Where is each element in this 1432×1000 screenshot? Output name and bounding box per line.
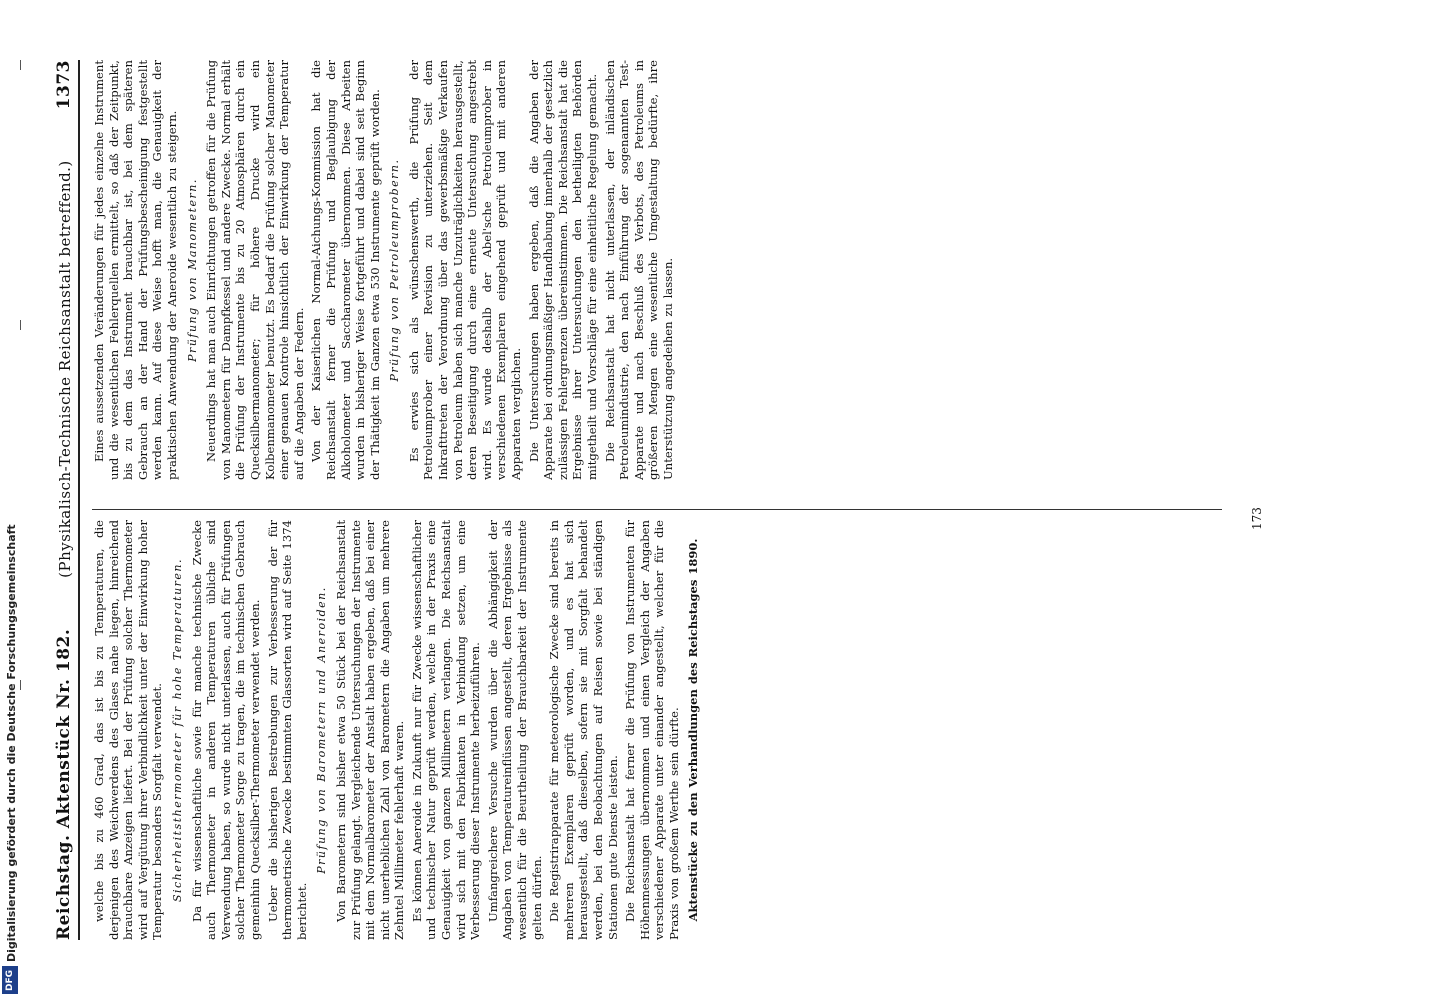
header-page-ref: 1373: [54, 60, 74, 110]
paragraph: Die Untersuchungen haben ergeben, daß die Angaben der Apparate bei ordnungsmäßiger Handhabung innerhalb der gesetzlich zulässigen Fehlergrenzen übereinstimmen. Die Reichsanstalt hat die Ergebnisse ihrer Untersuchungen den betheiligten Behörden mitgetheilt und Vorschläge für eine einheitliche Regelung gemacht.: [526, 60, 599, 480]
scan-tick-mark: [20, 680, 21, 690]
page-header: [36, 60, 80, 940]
paragraph: Von Barometern sind bisher etwa 50 Stück bei der Reichsanstalt zur Prüfung gelangt. Vergleichende Untersuchungen der Instrumente mit dem Normalbarometer der Anstalt haben ergeben, daß bei einer nicht unerheblichen Zahl von Barometern die Angaben um mehrere Zehntel Millimeter fehlerhaft waren.: [333, 520, 407, 940]
paragraph: Ueber die bisherigen Bestrebungen zur Verbesserung der für thermometrische Zwecke bestimmten Glassorten wird auf Seite 1374 berichtet.: [265, 520, 309, 940]
paragraph: Neuerdings hat man auch Einrichtungen getroffen für die Prüfung von Manometern für Dampfkessel und andere Zwecke. Normal erhält die Prüfung der Instrumente bis zu 20 Atmosphären durch ein Quecksilbermanometer; für höhere Drucke wird ein Kolbenmanometer benutzt. Es bedarf die Prüfung solcher Manometer einer genauen Kontrole hinsichtlich der Einwirkung der Temperatur auf die Angaben der Federn.: [204, 60, 306, 480]
scan-tick-mark: [20, 320, 21, 330]
digitization-imprint: [0, 20, 20, 1000]
paragraph: Umfangreichere Versuche wurden über die Abhängigkeit der Angaben von Temperatureinflüssen angestellt, deren Ergebnisse als wesentlich für die Beurtheilung der Brauchbarkeit der Instrumente gelten dürfen.: [485, 520, 544, 940]
paragraph: Es erwies sich als wünschenswerth, die Prüfung der Petroleumprober einer Revision zu unterziehen. Seit dem Inkrafttreten der Verordnung über das gewerbsmäßige Verkaufen von Petroleum haben sich manche Unzuträglichkeiten herausgestellt, deren Beseitigung durch eine erneute Untersuchung angestrebt wird. Es wurde deshalb der Abel'sche Petroleumprober in verschiedenen Exemplaren eingehend geprüft und mit anderen Apparaten verglichen.: [406, 60, 524, 480]
paragraph: Eines aussetzenden Veränderungen für jedes einzelne Instrument und die wesentlichen Fehlerquellen ermittelt, so daß der Zeitpunkt, bis zu dem das Instrument brauchbar ist, bei dem späteren Gebrauch an der Hand der Prüfungsbescheinigung festgestellt werden kann. Auf diese Weise hofft man, die Genauigkeit der praktischen Anwendung der Aneroide wesentlich zu steigern.: [92, 60, 179, 480]
paragraph: Die Reichsanstalt hat nicht unterlassen, der inländischen Petroleumindustrie, den nach Einführung der sogenannten Test-Apparate und nach Beschluß des Verbots, des Petroleums in größeren Mengen eine wesentliche Umgestaltung bedürfte, ihre Unterstützung angedeihen zu lassen.: [602, 60, 675, 480]
second-column: [92, 60, 1222, 480]
imprint-text: Digitalisierung gefördert durch die Deutsche Forschungsgemeinschaft: [5, 524, 18, 962]
dfg-logo: DFG: [2, 966, 18, 994]
paragraph: Von der Kaiserlichen Normal-Aichungs-Kommission hat die Reichsanstalt ferner die Prüfung und Beglaubigung der Alkoholometer und Saccharometer übernommen. Diese Arbeiten wurden in bisheriger Weise fortgeführt und dabei sind seit Beginn der Thätigkeit im Ganzen etwa 530 Instrumente geprüft worden.: [309, 60, 382, 480]
paragraph: Die Reichsanstalt hat ferner die Prüfung von Instrumenten für Höhenmessungen übernommen und einen Vergleich der Angaben verschiedener Apparate unter einander angestellt, welcher für die Praxis von großem Werthe sein dürfte.: [623, 520, 681, 940]
paragraph: Es können Aneroide in Zukunft nur für Zwecke wissenschaftlicher und technischer Natur geprüft werden, welche in der Praxis eine Genauigkeit von ganzen Millimetern verlangen. Die Reichsanstalt wird sich mit den Fabrikanten in Verbindung setzen, um eine Verbesserung dieser Instrumente herbeizuführen.: [409, 520, 483, 940]
header-left: Reichstag. Aktenstück Nr. 182.: [54, 628, 74, 940]
column-footnote: Aktenstücke zu den Verhandlungen des Reichstages 1890.: [685, 538, 700, 922]
header-middle: (Physikalisch-Technische Reichsanstalt betreffend.): [56, 160, 74, 578]
paragraph: Die Registrirapparate für meteorologische Zwecke sind bereits in mehreren Exemplaren geprüft worden, und es hat sich herausgestellt, daß dieselben, sofern sie mit Sorgfalt behandelt werden, bei den Beobachtungen auf Reisen sowie bei ständigen Stationen gute Dienste leisten.: [547, 520, 620, 940]
page-number: 173: [1250, 507, 1264, 530]
column-divider: [92, 509, 1222, 510]
subheading: Prüfung von Petroleumprobern.: [388, 158, 402, 382]
scan-tick-mark: [20, 60, 21, 70]
paragraph: Da für wissenschaftliche sowie für manche technische Zwecke auch Thermometer in anderen Temperaturen übliche sind Verwendung haben, so wurde nicht unterlassen, auch für Prüfungen solcher Thermometer Sorge zu tragen, die im technischen Gebrauch gemeinhin Quecksilber-Thermometer verwendet werden.: [189, 520, 262, 940]
paragraph: welche bis zu 460 Grad, das ist bis zu Temperaturen, die derjenigen des Weichwerdens des Glases nahe liegen, hinreichend brauchbare Anzeigen liefert. Bei der Prüfung solcher Thermometer wird auf Vergütung ihrer Verbindlichkeit unter der Einwirkung hoher Temperatur besonders Sorgfalt verwendet.: [92, 520, 165, 940]
subheading: Sicherheitsthermometer für hohe Temperaturen.: [170, 557, 184, 903]
subheading: Prüfung von Manometern.: [185, 178, 199, 362]
subheading: Prüfung von Barometern und Aneroiden.: [315, 586, 329, 874]
first-column: [92, 520, 1222, 940]
